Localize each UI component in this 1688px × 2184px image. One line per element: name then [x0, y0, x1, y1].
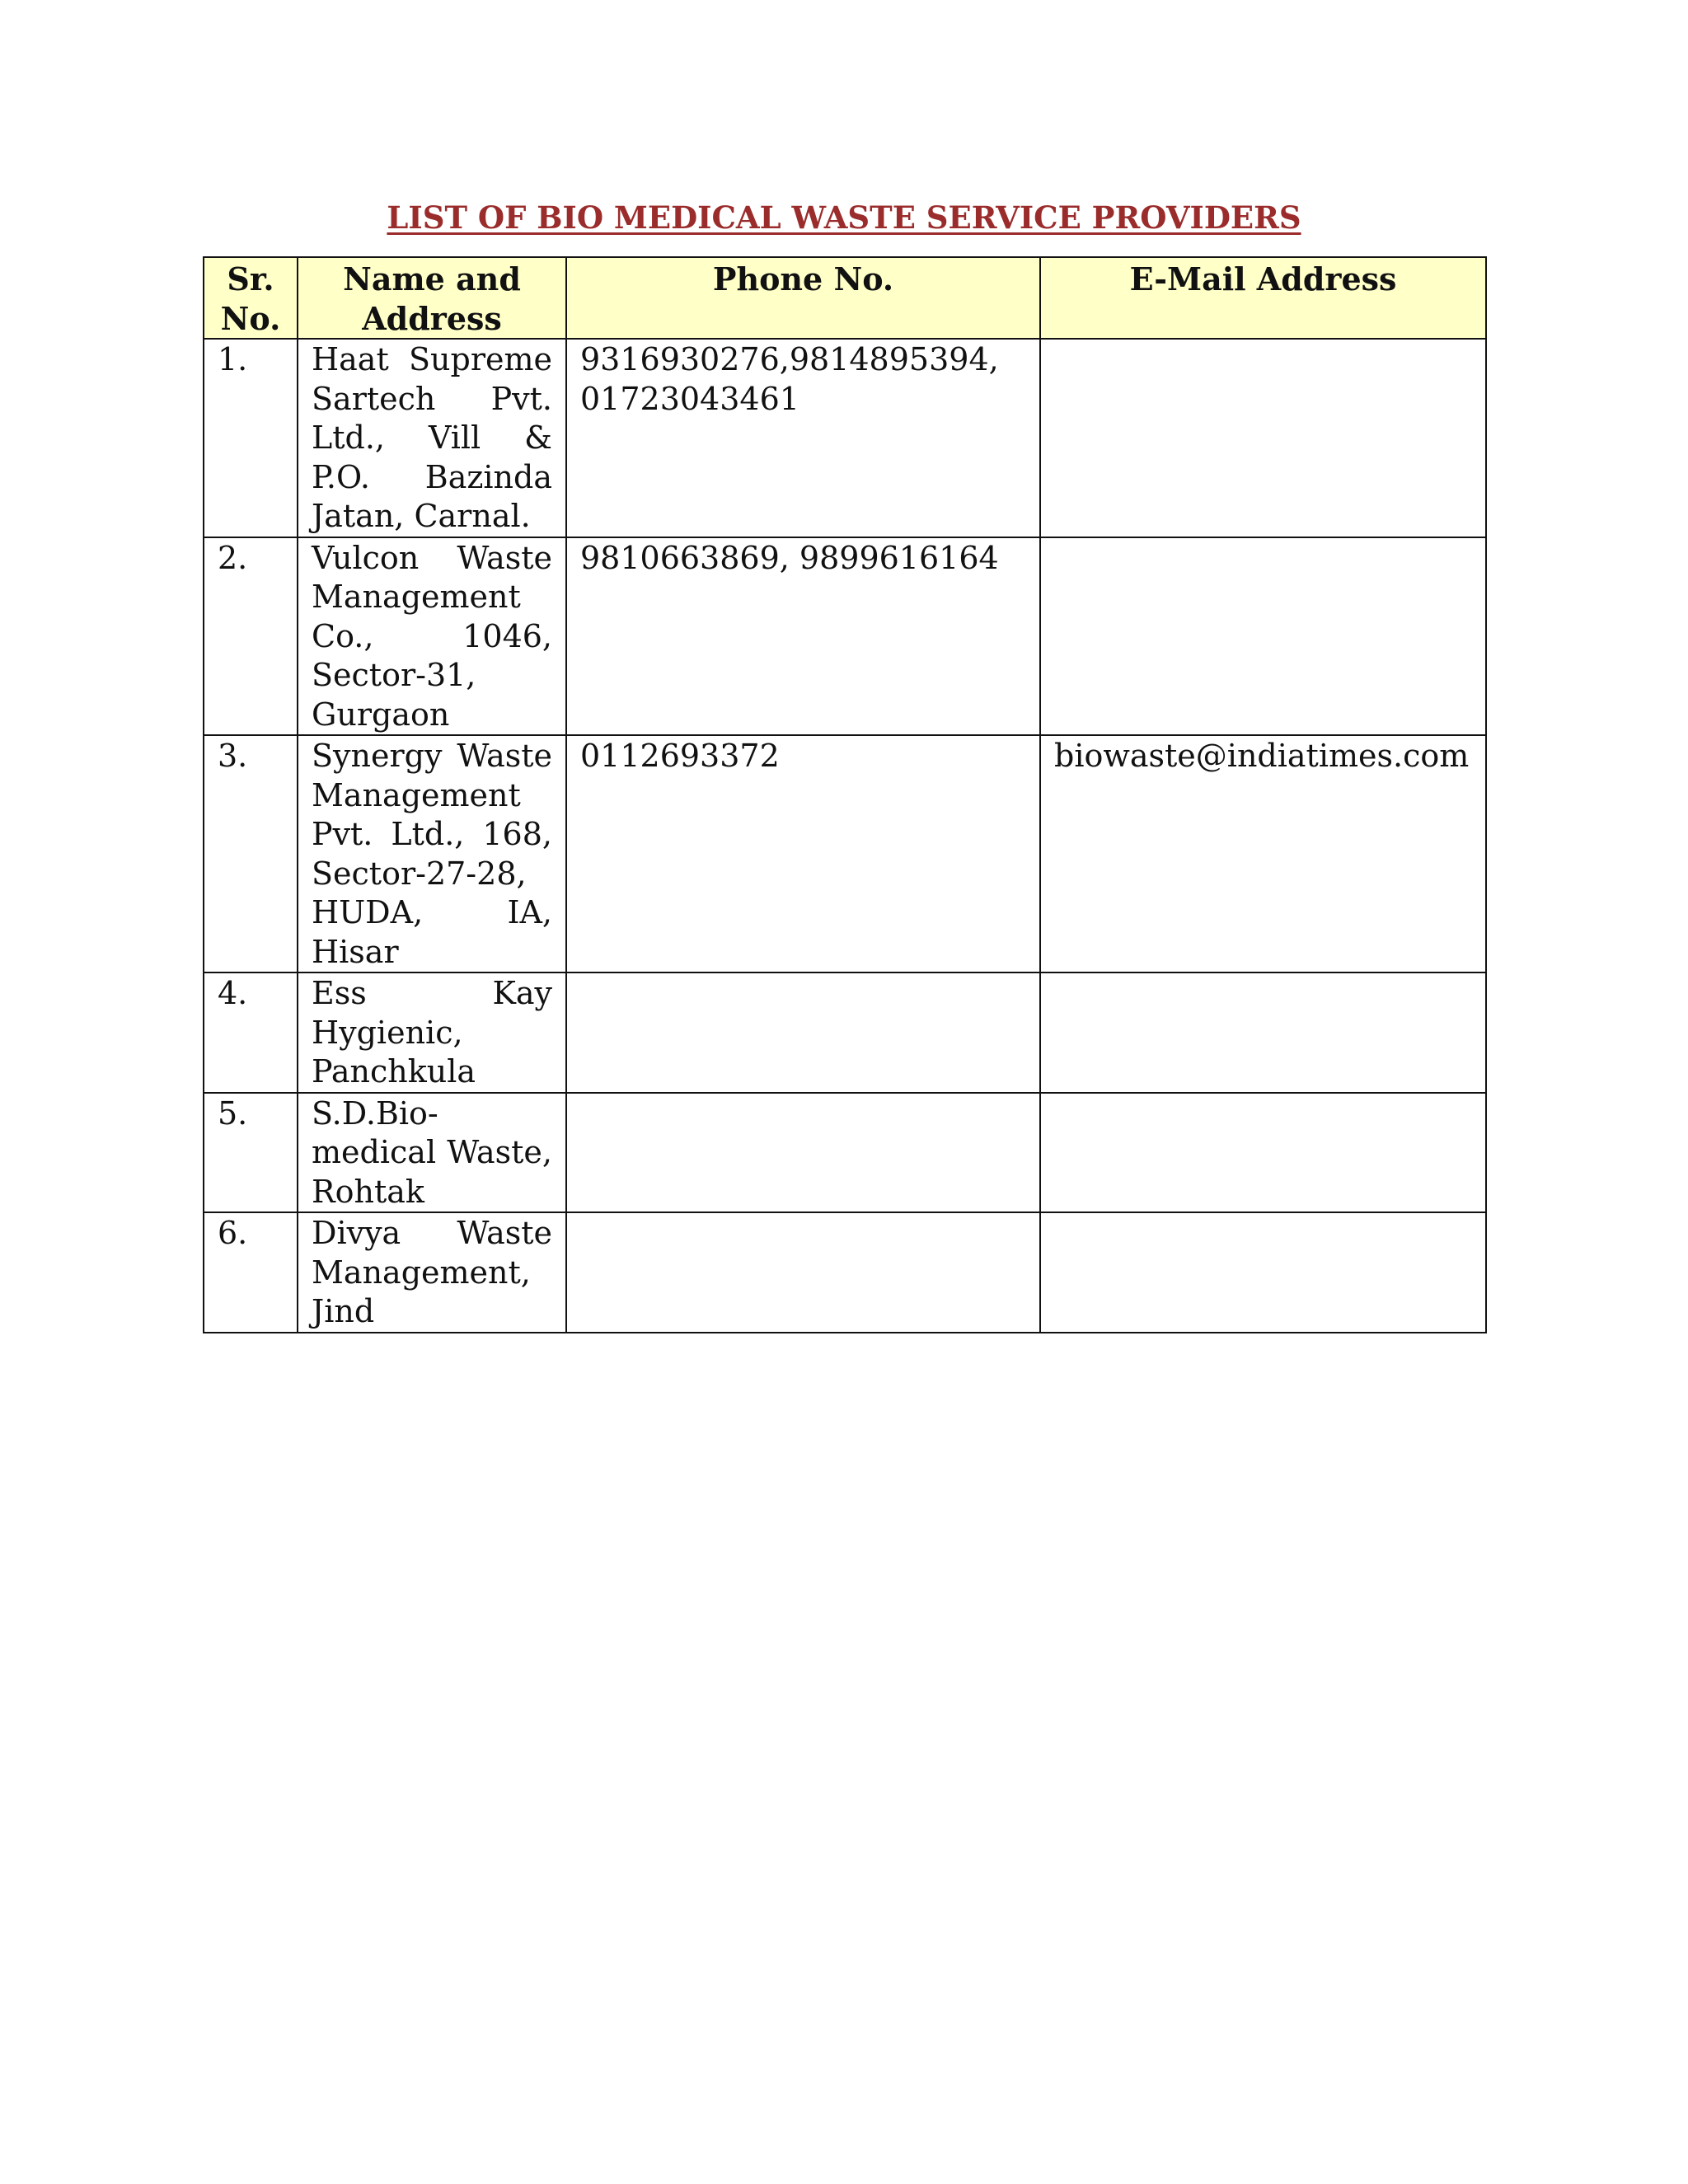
phone-cell — [566, 1093, 1040, 1213]
sr-no-cell: 4. — [204, 972, 298, 1093]
name-address-cell: Vulcon Waste Management Co., 1046, Sector-31, Gurgaon — [298, 537, 566, 736]
phone-cell: 0112693372 — [566, 735, 1040, 972]
sr-no-cell: 5. — [204, 1093, 298, 1213]
sr-no-cell: 2. — [204, 537, 298, 736]
email-cell — [1040, 339, 1486, 537]
table-header-row — [204, 257, 1486, 339]
table-row — [204, 339, 1486, 537]
table-row — [204, 735, 1486, 972]
phone-cell — [566, 1212, 1040, 1333]
email-cell — [1040, 1093, 1486, 1213]
sr-no-cell: 6. — [204, 1212, 298, 1333]
table-row — [204, 537, 1486, 736]
sr-no-cell: 3. — [204, 735, 298, 972]
email-cell — [1040, 1212, 1486, 1333]
table-row — [204, 1212, 1486, 1333]
header-email: E-Mail Address — [1040, 257, 1486, 339]
email-cell — [1040, 537, 1486, 736]
email-cell — [1040, 972, 1486, 1093]
table-row — [204, 1093, 1486, 1213]
header-sr-no: Sr. No. — [204, 257, 298, 339]
service-providers-table — [203, 256, 1487, 1333]
sr-no-cell: 1. — [204, 339, 298, 537]
name-address-cell: Ess Kay Hygienic, Panchkula — [298, 972, 566, 1093]
table-row — [204, 972, 1486, 1093]
name-address-cell: Divya Waste Management, Jind — [298, 1212, 566, 1333]
phone-cell — [566, 972, 1040, 1093]
name-address-cell: Haat Supreme Sartech Pvt. Ltd., Vill & P.O. Bazinda Jatan, Carnal. — [298, 339, 566, 537]
phone-cell: 9810663869, 9899616164 — [566, 537, 1040, 736]
header-name-address: Name and Address — [298, 257, 566, 339]
phone-cell: 9316930276,9814895394, 01723043461 — [566, 339, 1040, 537]
header-phone: Phone No. — [566, 257, 1040, 339]
name-address-cell: Synergy Waste Management Pvt. Ltd., 168, Sector-27-28, HUDA, IA, Hisar — [298, 735, 566, 972]
name-address-cell: S.D.Bio-medical Waste, Rohtak — [298, 1093, 566, 1213]
document-title: LIST OF BIO MEDICAL WASTE SERVICE PROVIDERS — [387, 199, 1301, 236]
email-cell: biowaste@indiatimes.com — [1040, 735, 1486, 972]
